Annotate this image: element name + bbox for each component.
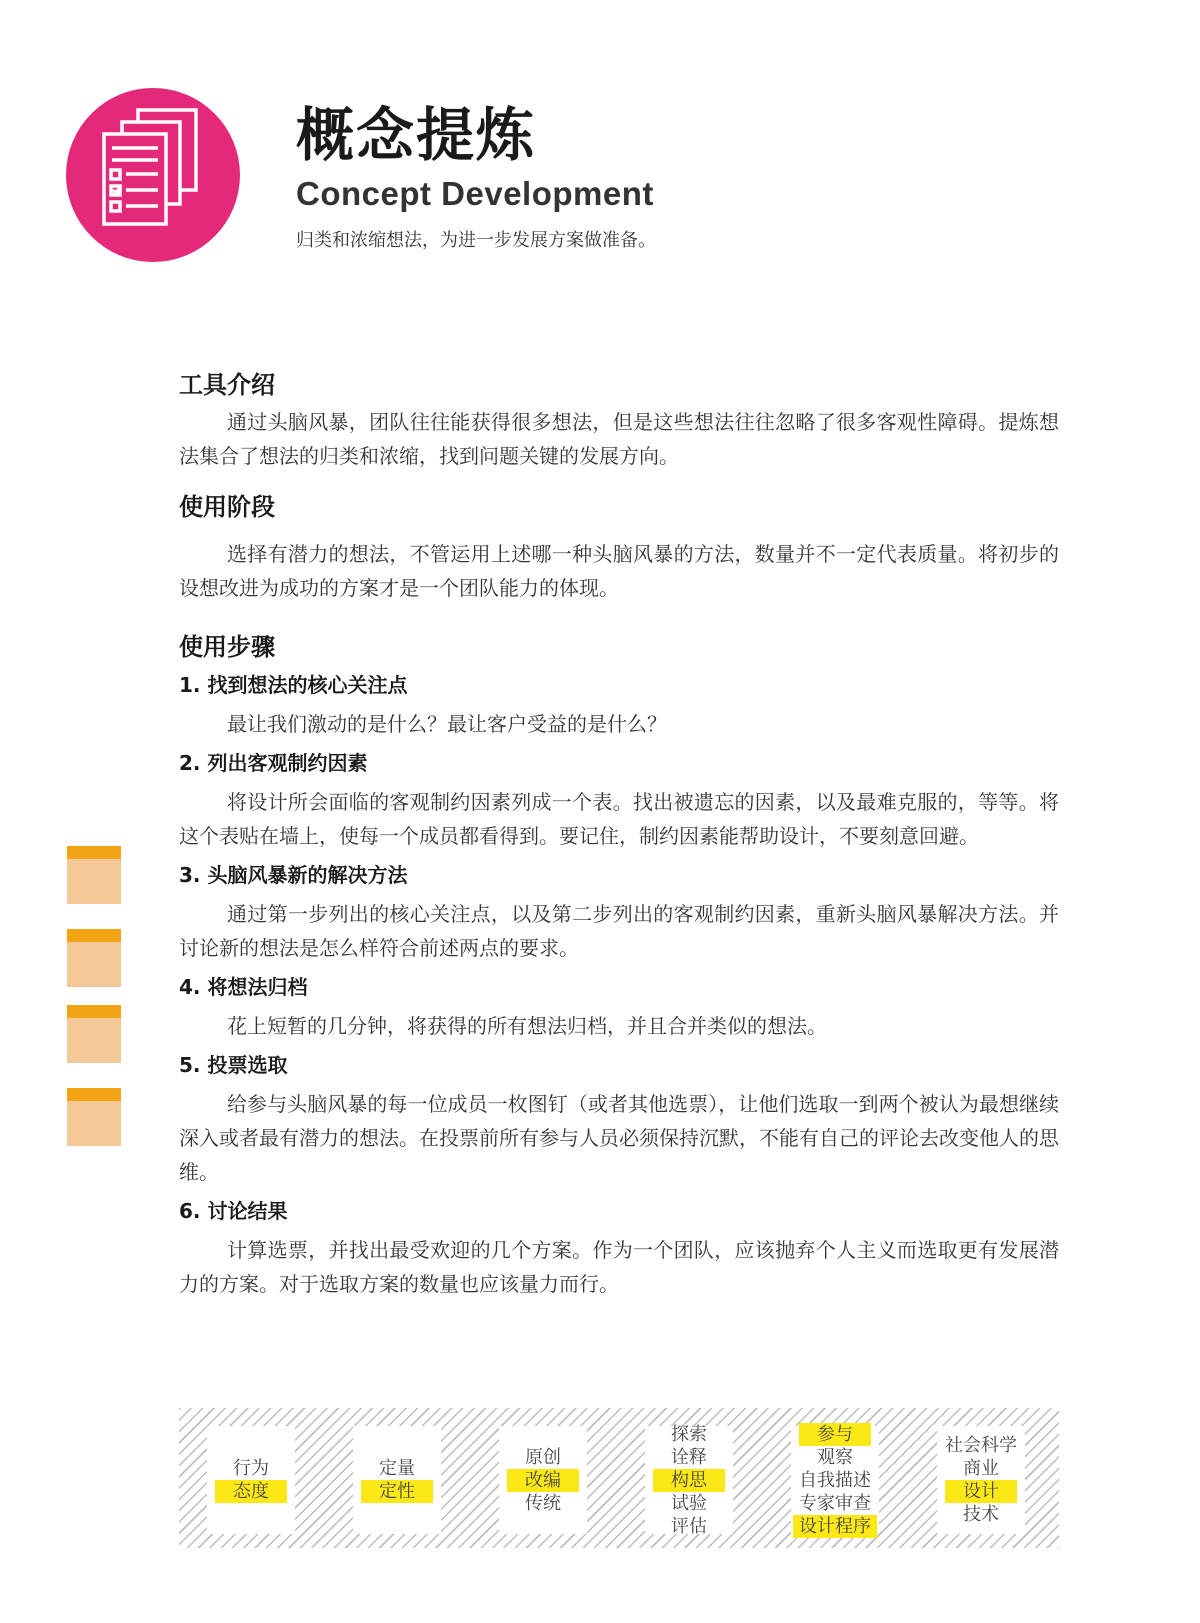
step-5 bbox=[179, 1047, 1059, 1189]
step-text: 通过第一步列出的核心关注点，以及第二步列出的客观制约因素，重新头脑风暴解决方法。并讨论新的想法是怎么样符合前述两点的要求。 bbox=[179, 902, 1059, 960]
step-title: 6. 讨论结果 bbox=[179, 1199, 288, 1223]
step-title: 4. 将想法归档 bbox=[179, 975, 308, 999]
step-6 bbox=[179, 1193, 1059, 1301]
usage-stage-heading: 使用阶段 bbox=[179, 493, 275, 521]
category-column bbox=[791, 1423, 879, 1537]
category-column bbox=[937, 1426, 1025, 1534]
documents-checklist-icon bbox=[66, 88, 240, 262]
tool-intro-text: 通过头脑风暴，团队往往能获得很多想法，但是这些想法往往忽略了很多客观性障碍。提炼想法集合了想法的归类和浓缩，找到问题关键的发展方向。 bbox=[179, 410, 1059, 468]
step-1 bbox=[179, 667, 1059, 741]
page-subtitle: 归类和浓缩想法，为进一步发展方案做准备。 bbox=[296, 230, 656, 251]
side-deco-tab bbox=[67, 929, 121, 987]
category-term: 商业 bbox=[963, 1458, 999, 1479]
step-4 bbox=[179, 969, 1059, 1043]
category-term-highlighted: 设计程序 bbox=[793, 1515, 877, 1538]
category-column bbox=[207, 1426, 295, 1534]
side-deco-tab bbox=[67, 1088, 121, 1146]
category-term-highlighted: 构思 bbox=[653, 1469, 725, 1492]
header-icon-badge bbox=[66, 88, 240, 262]
steps-heading: 使用步骤 bbox=[179, 633, 275, 661]
step-3 bbox=[179, 857, 1059, 965]
category-term: 自我描述 bbox=[799, 1469, 871, 1491]
page-title-english: Concept Development bbox=[296, 175, 654, 212]
main-content bbox=[179, 365, 1059, 1305]
category-column bbox=[645, 1423, 733, 1537]
page-title: 概念提炼 bbox=[296, 101, 537, 169]
category-term-highlighted: 定性 bbox=[361, 1480, 433, 1503]
tool-intro-heading: 工具介绍 bbox=[179, 371, 275, 399]
category-term: 社会科学 bbox=[945, 1435, 1017, 1456]
step-text: 将设计所会面临的客观制约因素列成一个表。找出被遗忘的因素，以及最难克服的，等等。将这个表贴在墙上，使每一个成员都看得到。要记住，制约因素能帮助设计，不要刻意回避。 bbox=[179, 790, 1059, 848]
step-text: 花上短暂的几分钟，将获得的所有想法归档，并且合并类似的想法。 bbox=[227, 1014, 827, 1038]
category-term: 诠释 bbox=[671, 1446, 707, 1468]
step-2 bbox=[179, 745, 1059, 853]
side-deco-tab bbox=[67, 1005, 121, 1063]
step-text: 计算选票，并找出最受欢迎的几个方案。作为一个团队，应该抛弃个人主义而选取更有发展潜力的方案。对于选取方案的数量也应该量力而行。 bbox=[179, 1238, 1059, 1296]
method-category-table bbox=[179, 1408, 1059, 1548]
step-title: 3. 头脑风暴新的解决方法 bbox=[179, 863, 408, 887]
side-deco-tab bbox=[67, 846, 121, 904]
usage-stage-text: 选择有潜力的想法，不管运用上述哪一种头脑风暴的方法，数量并不一定代表质量。将初步的设想改进为成功的方案才是一个团队能力的体现。 bbox=[179, 542, 1059, 600]
category-term-highlighted: 态度 bbox=[215, 1480, 287, 1503]
step-title: 2. 列出客观制约因素 bbox=[179, 751, 368, 775]
step-text: 给参与头脑风暴的每一位成员一枚图钉（或者其他选票），让他们选取一到两个被认为最想继续深入或者最有潜力的想法。在投票前所有参与人员必须保持沉默，不能有自己的评论去改变他人的思维。 bbox=[179, 1092, 1059, 1184]
category-term-highlighted: 改编 bbox=[507, 1469, 579, 1492]
category-term: 专家审查 bbox=[799, 1492, 871, 1514]
category-term: 原创 bbox=[525, 1446, 561, 1468]
category-term: 试验 bbox=[671, 1492, 707, 1514]
category-term: 技术 bbox=[963, 1504, 999, 1525]
category-term-highlighted: 设计 bbox=[945, 1480, 1017, 1503]
category-term-highlighted: 参与 bbox=[799, 1423, 871, 1446]
category-term: 探索 bbox=[671, 1423, 707, 1445]
category-column bbox=[499, 1426, 587, 1534]
step-title: 5. 投票选取 bbox=[179, 1053, 288, 1077]
category-term: 行为 bbox=[233, 1458, 269, 1479]
step-title: 1. 找到想法的核心关注点 bbox=[179, 673, 408, 697]
category-term: 定量 bbox=[379, 1458, 415, 1479]
category-term: 传统 bbox=[525, 1492, 561, 1514]
category-term: 观察 bbox=[817, 1446, 853, 1468]
step-text: 最让我们激动的是什么？最让客户受益的是什么？ bbox=[227, 712, 667, 736]
category-column bbox=[353, 1426, 441, 1534]
category-term: 评估 bbox=[671, 1515, 707, 1537]
